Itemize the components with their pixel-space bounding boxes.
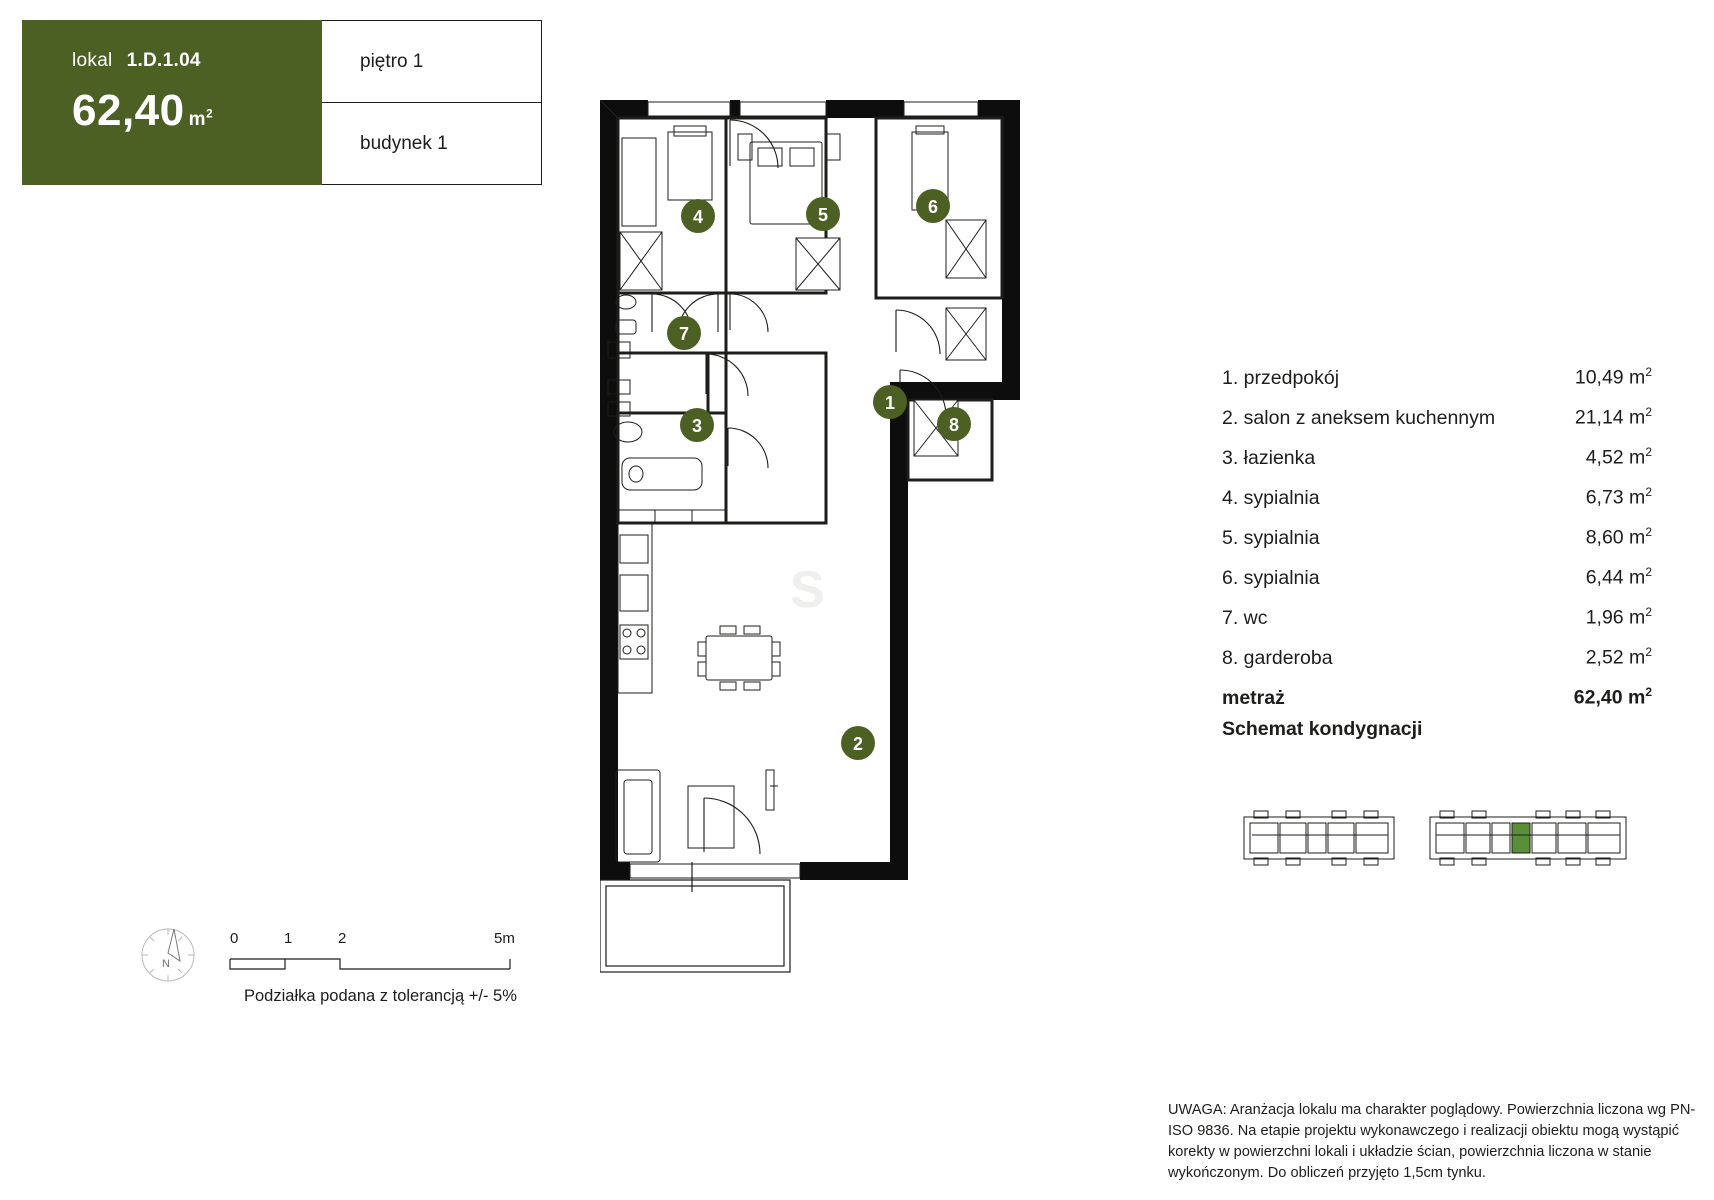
watermark-text: S <box>790 561 827 619</box>
apartment-area-value: 62,40 <box>72 86 185 135</box>
legend-row <box>1222 525 1652 550</box>
legend-row <box>1222 485 1652 510</box>
room-marker-1 <box>873 385 907 419</box>
scale-tolerance-note: Podziałka podana z tolerancją +/- 5% <box>244 987 517 1005</box>
legend-room-area: 4,52 $m^2$ <box>1585 445 1652 469</box>
legend-room-area: 10,49 $m^2$ <box>1574 365 1652 389</box>
legend-row <box>1222 605 1652 630</box>
room-marker-5-label: 5 <box>817 205 829 225</box>
room-marker-8-label: 8 <box>948 415 960 435</box>
legend-total-row <box>1222 685 1652 710</box>
scale-tick-labels <box>230 930 550 950</box>
legend-room-name: 7. wc <box>1222 606 1268 629</box>
scale-bar-ruler <box>230 959 510 969</box>
apartment-header-badge <box>22 20 542 185</box>
badge-white-panel <box>322 20 542 185</box>
legend-row <box>1222 405 1652 430</box>
compass-rose <box>142 929 194 981</box>
building-block-left <box>1244 811 1394 865</box>
storey-scheme-diagram <box>1240 805 1640 875</box>
legend-room-name: 3. łazienka <box>1222 446 1316 469</box>
lokal-word: lokal <box>72 50 113 71</box>
legend-row <box>1222 365 1652 390</box>
room-marker-3-label: 3 <box>691 416 703 436</box>
legend-row <box>1222 565 1652 590</box>
apartment-area-unit: $m^2$ <box>188 106 214 130</box>
legend-room-area: 1,96 $m^2$ <box>1585 605 1652 629</box>
room-marker-6-label: 6 <box>927 197 939 217</box>
room-marker-3 <box>680 408 714 442</box>
legend-room-name: 5. sypialnia <box>1222 526 1320 549</box>
room-marker-4 <box>681 199 715 233</box>
room-marker-8 <box>937 407 971 441</box>
room-marker-1-label: 1 <box>884 393 896 413</box>
room-marker-7-label: 7 <box>678 324 690 344</box>
building-block-right <box>1430 811 1626 865</box>
floorplan-drawing <box>600 80 1100 1070</box>
room-marker-7 <box>667 316 701 350</box>
room-marker-2 <box>841 726 875 760</box>
legend-room-area: 6,44 $m^2$ <box>1585 565 1652 589</box>
legend-room-area: 21,14 $m^2$ <box>1574 405 1652 429</box>
legend-total-area: 62,40 $m^2$ <box>1573 685 1652 709</box>
compass-north-label: N <box>162 958 170 970</box>
legend-room-name: 4. sypialnia <box>1222 486 1320 509</box>
room-marker-5 <box>806 197 840 231</box>
legend-total-label: metraż <box>1222 686 1285 709</box>
scale-tick-2: 2 <box>338 930 347 947</box>
building-label: budynek 1 <box>360 132 448 154</box>
room-marker-4-label: 4 <box>692 207 704 227</box>
storey-scheme-title: Schemat kondygnacji <box>1222 718 1423 740</box>
room-legend <box>1222 365 1652 725</box>
lokal-line <box>72 50 322 72</box>
legend-row <box>1222 445 1652 470</box>
scale-tick-1: 1 <box>284 930 293 947</box>
disclaimer-note: UWAGA: Aranżacja lokalu ma charakter poglądowy. Powierzchnia liczona wg PN-ISO 9836. Na etapie projektu wykonawczego i realizacji obiektu mogą wystąpić korekty w powierzchni lokali i układzie ścian, powierzchnia liczona w stanie wykończonym. Do obliczeń przyjęto 1,5cm tynku. <box>1168 1102 1696 1182</box>
badge-green-panel <box>22 20 322 185</box>
legend-room-name: 2. salon z aneksem kuchennym <box>1222 406 1496 429</box>
legend-room-name: 1. przedpokój <box>1222 366 1340 389</box>
interior-partitions <box>600 118 1002 972</box>
scale-tick-0: 0 <box>230 930 239 947</box>
legend-row <box>1222 645 1652 670</box>
legend-room-area: 6,73 $m^2$ <box>1585 485 1652 509</box>
room-marker-2-label: 2 <box>852 734 864 754</box>
legend-room-area: 8,60 $m^2$ <box>1585 525 1652 549</box>
lokal-id: 1.D.1.04 <box>126 50 201 71</box>
legend-room-name: 6. sypialnia <box>1222 566 1320 589</box>
floor-label: piętro 1 <box>322 21 541 103</box>
apartment-area <box>72 86 322 136</box>
room-marker-6 <box>916 189 950 223</box>
legend-room-name: 8. garderoba <box>1222 646 1333 669</box>
scale-tick-end: 5m <box>494 930 515 947</box>
legend-room-area: 2,52 $m^2$ <box>1585 645 1652 669</box>
